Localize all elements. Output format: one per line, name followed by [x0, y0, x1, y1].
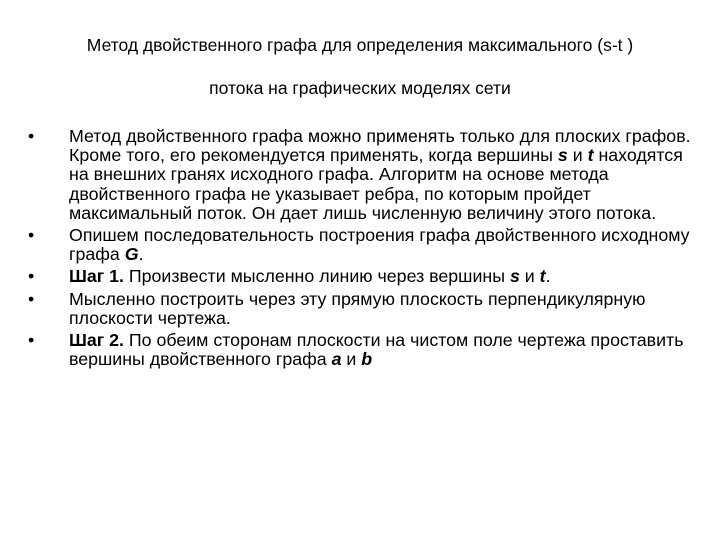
step-label: Шаг 2.: [69, 330, 124, 351]
bullet-text: и: [341, 349, 362, 370]
bullet-text: По обеим сторонам плоскости на чистом поле чертежа проставить вершины двойственного графа: [69, 330, 684, 370]
graph-g: G: [124, 244, 139, 265]
slide-title-line-1: Метод двойственного графа для определения максимального (s-t ): [86, 35, 634, 55]
bullet-icon: •: [28, 330, 35, 351]
vertex-b: b: [361, 349, 373, 370]
bullet-item: [26, 267, 696, 286]
bullet-icon: •: [28, 126, 35, 146]
bullet-text: .: [138, 244, 144, 265]
bullet-item: [26, 127, 696, 223]
vertex-s: s: [509, 266, 520, 287]
bullet-text: .: [545, 266, 551, 287]
bullet-text: Метод двойственного графа можно применять только для плоских графов. Кроме того, его рекомендуется применять, когда вершины: [69, 126, 691, 166]
vertex-s: s: [557, 145, 568, 166]
slide-title-line-2: потока на графических моделях сети: [209, 78, 511, 98]
bullet-icon: •: [28, 266, 35, 287]
bullet-icon: •: [28, 225, 35, 246]
bullet-text: Мысленно построить через эту прямую плоскость перпендикулярную плоскости чертежа.: [69, 288, 646, 328]
bullet-text: находятся на внешних гранях исходного графа. Алгоритм на основе метода двойственного графа не указывает ребра, по которым пройдет максимальный поток. Он дает лишь численную величину этого потока.: [69, 145, 683, 223]
vertex-t: t: [539, 266, 546, 287]
vertex-t: t: [587, 145, 594, 166]
vertex-a: a: [331, 349, 342, 370]
bullet-list: [26, 127, 696, 372]
bullet-text: Произвести мысленно линию через вершины: [123, 266, 510, 287]
bullet-icon: •: [28, 288, 35, 309]
bullet-item: [26, 226, 696, 264]
bullet-text: Опишем последовательность построения графа двойственного исходному графа: [69, 225, 690, 265]
bullet-item: [26, 331, 696, 369]
bullet-item: [26, 290, 696, 328]
step-label: Шаг 1.: [69, 266, 124, 287]
bullet-text: и: [567, 145, 588, 166]
bullet-text: и: [519, 266, 540, 287]
